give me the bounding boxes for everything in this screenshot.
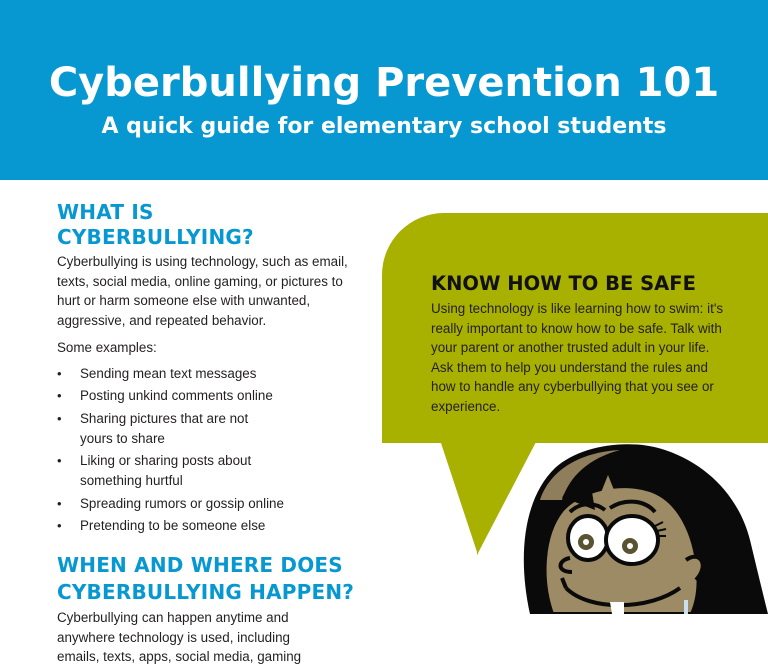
list-item: • Sending mean text messages [57,364,357,384]
header-banner [0,0,768,180]
bullet-icon: • [57,518,62,533]
speech-bubble-tail-left [440,440,478,555]
when-where-heading-line2: CYBERBULLYING HAPPEN? [57,580,355,604]
list-item: • Spreading rumors or gossip online [57,494,357,514]
list-item: • Liking or sharing posts about something hurtful [57,453,252,488]
page-subtitle: A quick guide for elementary school students [101,114,667,139]
examples-label: Some examples: [57,340,157,355]
examples-list [57,364,357,537]
bullet-icon: • [57,410,62,426]
when-where-body: Cyberbullying can happen anytime and anywhere technology is used, including emails, texts, apps, social media, gaming [57,610,302,664]
what-is-heading: WHAT IS CYBERBULLYING? [57,200,254,249]
when-where-section [57,552,357,667]
list-item: • Posting unkind comments online [57,386,357,406]
list-item: • Pretending to be someone else [57,516,357,536]
know-safe-section [431,271,731,416]
bullet-icon: • [57,495,62,511]
bullet-icon: • [57,388,62,403]
know-safe-body: Using technology is like learning how to swim: it's really important to know how to be safe. Talk with your parent or another trusted adult in your life. Ask them to help you understand the rules and how to handle any cyberbullying that you see or experience. [431,301,724,414]
list-item: • Sharing pictures that are not yours to share [57,410,249,446]
know-safe-heading: KNOW HOW TO BE SAFE [431,272,696,295]
cartoon-girl-illustration [500,440,768,614]
bullet-icon: • [57,365,62,381]
left-column [57,200,357,667]
bullet-icon: • [57,453,62,468]
when-where-heading-line1: WHEN AND WHERE DOES [57,553,343,577]
page-title: Cyberbullying Prevention 101 [48,60,720,106]
what-is-body: Cyberbullying is using technology, such as email, texts, social media, online gaming, or pictures to hurt or harm someone else with unwanted, aggressive, and repeated behavior. [57,254,348,328]
